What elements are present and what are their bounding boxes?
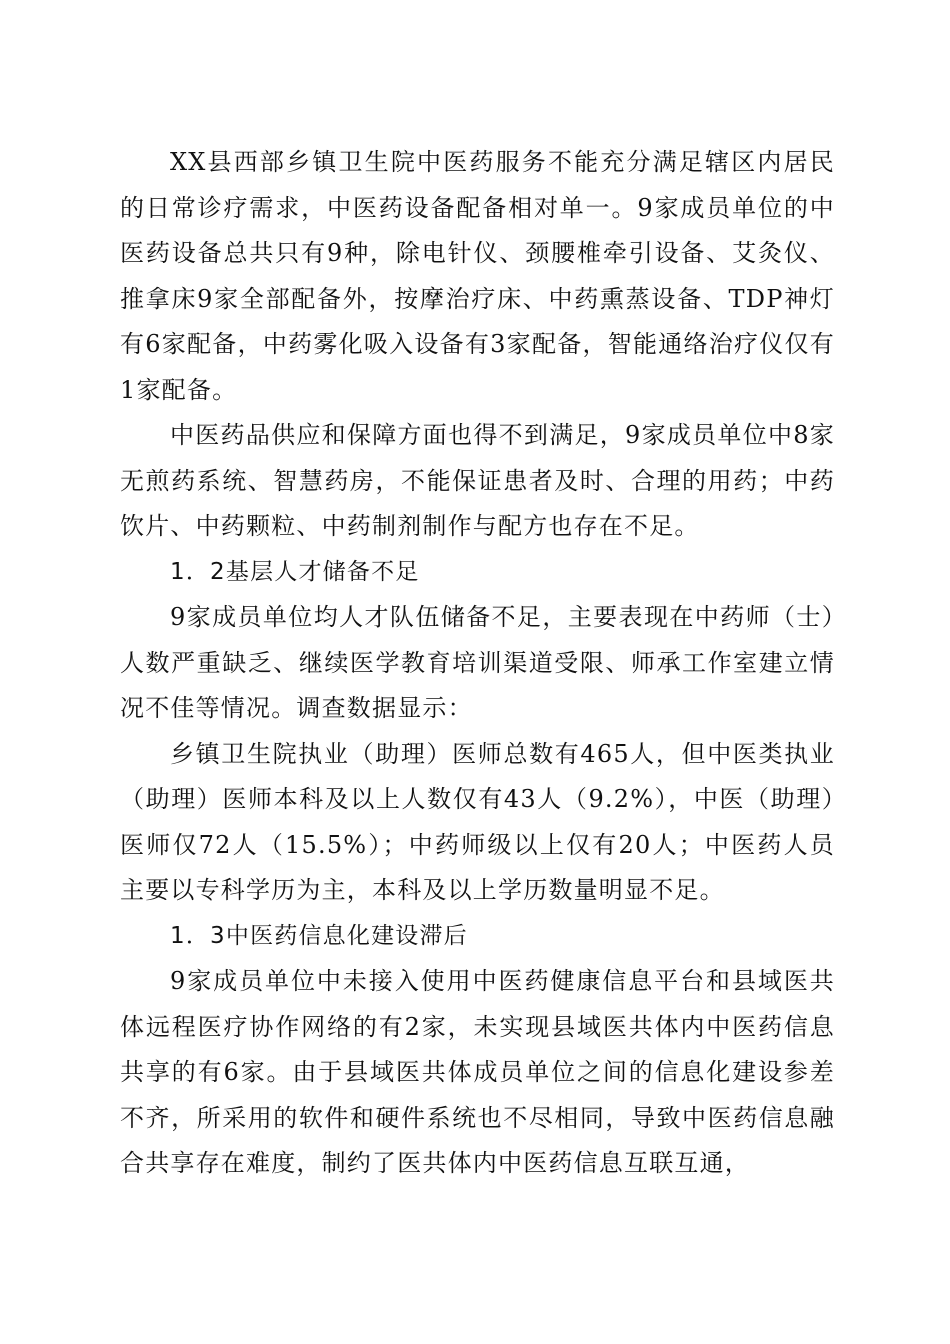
document-body	[120, 140, 835, 1187]
paragraph-informatization: 9家成员单位中未接入使用中医药健康信息平台和县域医共体远程医疗协作网络的有2家，未实现县域医共体内中医药信息共享的有6家。由于县域医共体成员单位之间的信息化建设参差不齐，所采用的软件和硬件系统也不尽相同，导致中医药信息融合共享存在难度，制约了医共体内中医药信息互联互通，	[120, 967, 835, 1177]
paragraph-talent-data: 乡镇卫生院执业（助理）医师总数有465人，但中医类执业（助理）医师本科及以上人数仅有43人（9.2%），中医（助理）医师仅72人（15.5%）；中药师级以上仅有20人；中医药人员主要以专科学历为主，本科及以上学历数量明显不足。	[120, 739, 835, 904]
paragraph-talent: 9家成员单位均人才队伍储备不足，主要表现在中药师（士）人数严重缺乏、继续医学教育培训渠道受限、师承工作室建立情况不佳等情况。调查数据显示：	[120, 603, 835, 722]
paragraph-medicine-supply: 中医药品供应和保障方面也得不到满足，9家成员单位中8家无煎药系统、智慧药房，不能保证患者及时、合理的用药；中药饮片、中药颗粒、中药制剂制作与配方也存在不足。	[120, 421, 835, 540]
section-heading-informatization: 1．3中医药信息化建设滞后	[170, 922, 468, 949]
section-heading-talent: 1．2基层人才储备不足	[170, 558, 420, 585]
paragraph-equipment: XX县西部乡镇卫生院中医药服务不能充分满足辖区内居民的日常诊疗需求，中医药设备配备相对单一。9家成员单位的中医药设备总共只有9种，除电针仪、颈腰椎牵引设备、艾灸仪、推拿床9家全部配备外，按摩治疗床、中药熏蒸设备、TDP神灯有6家配备，中药雾化吸入设备有3家配备，智能通络治疗仪仅有1家配备。	[120, 148, 835, 404]
